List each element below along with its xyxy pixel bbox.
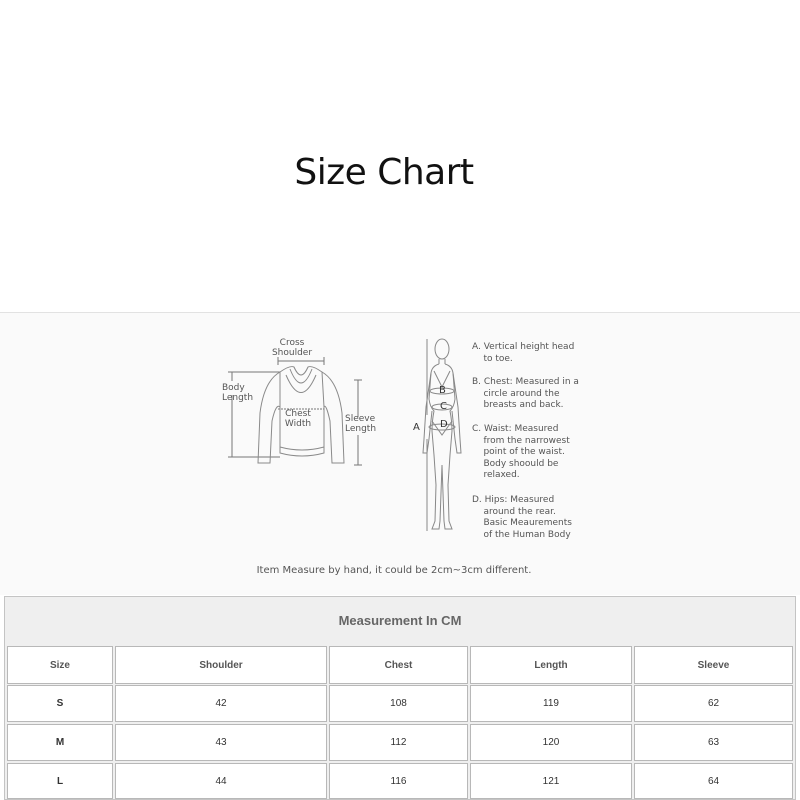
table-cell-m-size: M — [7, 724, 113, 761]
label-chest-width: Chest Width — [284, 409, 312, 429]
table-cell-s-length: 119 — [470, 685, 632, 722]
label-body-length: Body Length — [222, 383, 254, 403]
table-cell-l-chest: 116 — [329, 763, 468, 799]
measurement-table — [4, 596, 796, 800]
table-title: Measurement In CM — [338, 613, 462, 628]
column-header-shoulder: Shoulder — [115, 646, 327, 684]
body-letter-a: A — [413, 422, 420, 433]
table-cell-m-length: 120 — [470, 724, 632, 761]
table-cell-l-length: 121 — [470, 763, 632, 799]
body-letter-b: B — [439, 385, 446, 396]
column-header-chest: Chest — [329, 646, 468, 684]
body-note-a: A. Vertical height head to toe. — [472, 342, 575, 364]
table-cell-s-chest: 108 — [329, 685, 468, 722]
table-cell-s-shoulder: 42 — [115, 685, 327, 722]
body-note-b: B. Chest: Measured in a circle around the breasts and back. — [472, 377, 579, 410]
column-header-sleeve: Sleeve — [634, 646, 793, 684]
body-letter-c: C — [440, 401, 447, 412]
diagram-area — [0, 313, 800, 595]
page-title: Size Chart — [294, 152, 474, 193]
body-note-d: D. Hips: Measured around the rear. Basic Meaurements of the Human Body — [472, 495, 572, 540]
measure-note: Item Measure by hand, it could be 2cm~3cm different. — [256, 565, 532, 576]
body-letter-d: D — [440, 419, 448, 430]
table-cell-m-sleeve: 63 — [634, 724, 793, 761]
title-area — [0, 0, 800, 312]
column-header-size: Size — [7, 646, 113, 684]
column-header-length: Length — [470, 646, 632, 684]
label-cross-shoulder: Cross Shoulder — [271, 338, 313, 358]
table-cell-m-chest: 112 — [329, 724, 468, 761]
body-note-c: C. Waist: Measured from the narrowest point of the waist. Body shoould be relaxed. — [472, 424, 570, 480]
table-cell-l-size: L — [7, 763, 113, 799]
table-cell-s-sleeve: 62 — [634, 685, 793, 722]
table-cell-m-shoulder: 43 — [115, 724, 327, 761]
table-cell-l-shoulder: 44 — [115, 763, 327, 799]
body-figure-diagram — [410, 335, 480, 535]
table-cell-s-size: S — [7, 685, 113, 722]
label-sleeve-length: Sleeve Length — [345, 414, 377, 434]
table-cell-l-sleeve: 64 — [634, 763, 793, 799]
